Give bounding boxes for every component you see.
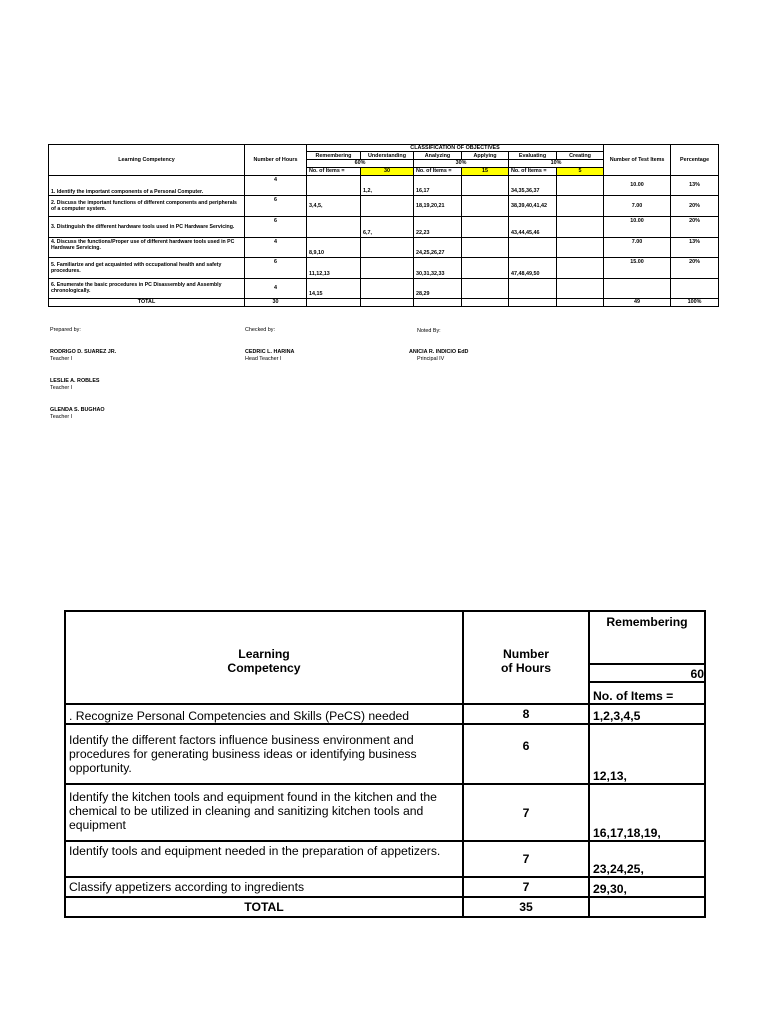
hours-cell: 7	[463, 877, 589, 897]
table-row	[49, 216, 719, 237]
no-of-items-mid: 15	[462, 167, 509, 175]
test-items-cell: 7.00	[604, 237, 671, 257]
remembering-cell: 12,13,	[589, 724, 705, 784]
header-learning-competency: Learning Competency	[49, 145, 245, 176]
table-row	[65, 724, 705, 784]
header-pct-mid: 30%	[414, 160, 509, 167]
total-remembering-cell	[589, 897, 705, 917]
table-row	[65, 841, 705, 877]
applying-cell	[462, 175, 509, 195]
table-row	[49, 175, 719, 195]
no-of-items-label: No. of Items =	[589, 682, 705, 704]
test-items-cell: 15.00	[604, 257, 671, 278]
table-row	[49, 237, 719, 257]
header-pct-low: 60	[589, 664, 705, 682]
hours-cell: 4	[245, 278, 307, 298]
remembering-cell: 1,2,3,4,5	[589, 704, 705, 724]
applying-cell	[462, 216, 509, 237]
hours-cell: 8	[463, 704, 589, 724]
total-label: TOTAL	[65, 897, 463, 917]
table-row	[65, 784, 705, 841]
understanding-cell	[361, 195, 414, 216]
percentage-cell: 13%	[671, 237, 719, 257]
creating-cell	[557, 175, 604, 195]
percentage-cell: 13%	[671, 175, 719, 195]
hours-cell: 4	[245, 175, 307, 195]
signatory-name: ANICIA R. INDICIO EdD	[409, 349, 469, 355]
table-of-specifications-1	[48, 144, 719, 307]
signatory-title: Teacher I	[50, 385, 73, 391]
signatory-name: LESLIE A. ROBLES	[50, 378, 100, 384]
remembering-cell	[307, 216, 361, 237]
table-row	[65, 877, 705, 897]
percentage-cell: 20%	[671, 257, 719, 278]
table-of-specifications-2	[64, 610, 706, 918]
analyzing-cell: 22,23	[414, 216, 462, 237]
remembering-cell	[307, 175, 361, 195]
signatory-name: GLENDA S. BUGHAO	[50, 407, 105, 413]
creating-cell	[557, 237, 604, 257]
remembering-cell: 16,17,18,19,	[589, 784, 705, 841]
evaluating-cell: 34,35,36,37	[509, 175, 557, 195]
hours-cell: 7	[463, 841, 589, 877]
signatory-name: RODRIGO D. SUAREZ JR.	[50, 349, 117, 355]
remembering-cell: 3,4,5,	[307, 195, 361, 216]
hours-cell: 6	[245, 216, 307, 237]
header-learning-competency: Learning Competency	[65, 611, 463, 704]
understanding-cell	[361, 257, 414, 278]
total-hours: 30	[245, 298, 307, 306]
competency-cell: 4. Discuss the functions/Proper use of different hardware tools used in PC Hardware Servicing.	[49, 237, 245, 257]
no-of-items-label: No. of Items =	[307, 167, 361, 175]
total-percentage: 100%	[671, 298, 719, 306]
header-understanding: Understanding	[361, 152, 414, 160]
percentage-cell: 20%	[671, 195, 719, 216]
competency-cell: Identify tools and equipment needed in the preparation of appetizers.	[65, 841, 463, 877]
evaluating-cell: 47,48,49,50	[509, 257, 557, 278]
hours-cell: 6	[463, 724, 589, 784]
percentage-cell: 20%	[671, 216, 719, 237]
analyzing-cell: 24,25,26,27	[414, 237, 462, 257]
understanding-cell	[361, 237, 414, 257]
total-row	[49, 298, 719, 306]
noted-by-label: Noted By:	[417, 328, 441, 334]
header-number-of-test-items: Number of Test Items	[604, 145, 671, 176]
remembering-cell: 14,15	[307, 278, 361, 298]
creating-cell	[557, 216, 604, 237]
evaluating-cell	[509, 237, 557, 257]
header-classification-of-objectives: CLASSIFICATION OF OBJECTIVES	[307, 145, 604, 152]
header-evaluating: Evaluating	[509, 152, 557, 160]
competency-cell: Identify the kitchen tools and equipment found in the kitchen and the chemical to be utilized in cleaning and sanitizing kitchen tools and equipment	[65, 784, 463, 841]
competency-cell: 6. Enumerate the basic procedures in PC Disassembly and Assembly chronologically.	[49, 278, 245, 298]
percentage-cell	[671, 278, 719, 298]
no-of-items-label: No. of Items =	[414, 167, 462, 175]
applying-cell	[462, 195, 509, 216]
competency-cell: Classify appetizers according to ingredients	[65, 877, 463, 897]
understanding-cell	[361, 278, 414, 298]
applying-cell	[462, 257, 509, 278]
test-items-cell: 10.00	[604, 175, 671, 195]
analyzing-cell: 16,17	[414, 175, 462, 195]
evaluating-cell: 43,44,45,46	[509, 216, 557, 237]
header-remembering: Remembering	[589, 611, 705, 664]
analyzing-cell: 28,29	[414, 278, 462, 298]
no-of-items-low: 30	[361, 167, 414, 175]
prepared-by-label: Prepared by:	[50, 327, 81, 333]
hours-cell: 4	[245, 237, 307, 257]
evaluating-cell: 38,39,40,41,42	[509, 195, 557, 216]
table-row	[49, 195, 719, 216]
evaluating-cell	[509, 278, 557, 298]
competency-cell: Identify the different factors influence business environment and procedures for generating business ideas or identifying business opportunity.	[65, 724, 463, 784]
competency-cell: . Recognize Personal Competencies and Skills (PeCS) needed	[65, 704, 463, 724]
signatory-noted	[409, 349, 468, 363]
signatory-title: Head Teacher I	[245, 356, 282, 362]
header-pct-high: 10%	[509, 160, 604, 167]
table-row	[49, 257, 719, 278]
hours-cell: 7	[463, 784, 589, 841]
total-row	[65, 897, 705, 917]
signatory-name: CEDRIC L. HARINA	[245, 349, 295, 355]
no-of-items-high: 5	[557, 167, 604, 175]
hours-cell: 6	[245, 257, 307, 278]
signatory-prepared-3	[50, 407, 105, 421]
no-of-items-label: No. of Items =	[509, 167, 557, 175]
header-creating: Creating	[557, 152, 604, 160]
table-row	[49, 278, 719, 298]
competency-cell: 2. Discuss the important functions of different components and peripherals of a computer system.	[49, 195, 245, 216]
understanding-cell: 1,2,	[361, 175, 414, 195]
header-number-of-hours: Number of Hours	[245, 145, 307, 176]
remembering-cell: 29,30,	[589, 877, 705, 897]
header-pct-low: 60%	[307, 160, 414, 167]
table-of-specifications-2-crop	[64, 610, 704, 914]
test-items-cell	[604, 278, 671, 298]
remembering-cell: 23,24,25,	[589, 841, 705, 877]
creating-cell	[557, 257, 604, 278]
understanding-cell: 6,7,	[361, 216, 414, 237]
analyzing-cell: 30,31,32,33	[414, 257, 462, 278]
applying-cell	[462, 237, 509, 257]
test-items-cell: 10.00	[604, 216, 671, 237]
table-row	[65, 704, 705, 724]
total-test-items: 49	[604, 298, 671, 306]
header-number-of-hours: Number of Hours	[463, 611, 589, 704]
signatory-title: Teacher I	[50, 414, 73, 420]
total-label: TOTAL	[49, 298, 245, 306]
analyzing-cell: 18,19,20,21	[414, 195, 462, 216]
signatory-prepared-1	[50, 349, 116, 363]
signatory-prepared-2	[50, 378, 100, 392]
creating-cell	[557, 278, 604, 298]
signatory-checked	[245, 349, 294, 363]
competency-cell: 5. Familiarize and get acquainted with occupational health and safety procedures.	[49, 257, 245, 278]
signatory-title: Teacher I	[50, 356, 73, 362]
competency-cell: 1. Identify the important components of a Personal Computer.	[49, 175, 245, 195]
competency-cell: 3. Distinguish the different hardware tools used in PC Hardware Servicing.	[49, 216, 245, 237]
header-applying: Applying	[462, 152, 509, 160]
signatory-title: Principal IV	[417, 356, 445, 362]
remembering-cell: 11,12,13	[307, 257, 361, 278]
hours-cell: 6	[245, 195, 307, 216]
creating-cell	[557, 195, 604, 216]
header-remembering: Remembering	[307, 152, 361, 160]
header-percentage: Percentage	[671, 145, 719, 176]
remembering-cell: 8,9,10	[307, 237, 361, 257]
test-items-cell: 7.00	[604, 195, 671, 216]
checked-by-label: Checked by:	[245, 327, 275, 333]
total-hours: 35	[463, 897, 589, 917]
applying-cell	[462, 278, 509, 298]
header-analyzing: Analyzing	[414, 152, 462, 160]
